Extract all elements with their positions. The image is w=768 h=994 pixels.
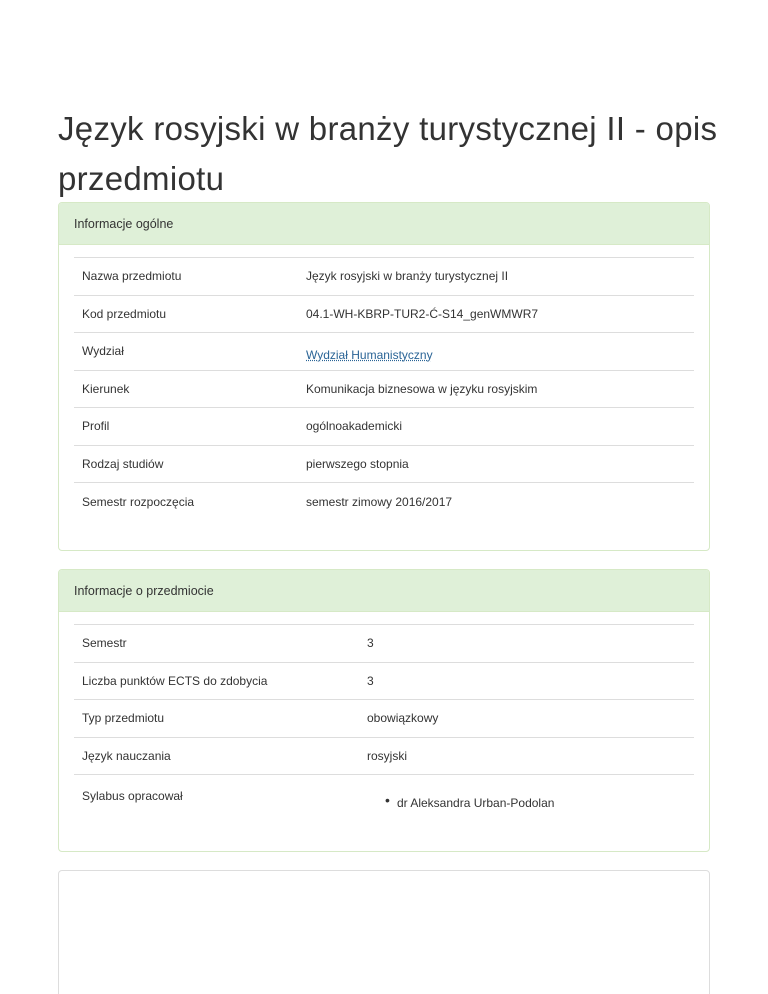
row-label: Kierunek [74, 370, 298, 408]
next-panel [58, 870, 710, 994]
row-label: Profil [74, 408, 298, 446]
subject-info-body [59, 612, 709, 835]
subject-info-heading: Informacje o przedmiocie [59, 570, 709, 612]
row-value: obowiązkowy [359, 700, 694, 738]
faculty-link[interactable]: Wydział Humanistyczny [306, 348, 433, 363]
table-row [74, 737, 694, 775]
author-name: dr Aleksandra Urban-Podolan [397, 796, 555, 810]
row-label: Język nauczania [74, 737, 359, 775]
table-row [74, 445, 694, 483]
row-value: Komunikacja biznesowa w języku rosyjskim [298, 370, 694, 408]
row-value: semestr zimowy 2016/2017 [298, 483, 694, 521]
row-value: rosyjski [359, 737, 694, 775]
row-value: pierwszego stopnia [298, 445, 694, 483]
table-row [74, 370, 694, 408]
table-row [74, 662, 694, 700]
row-label: Liczba punktów ECTS do zdobycia [74, 662, 359, 700]
row-value: 04.1-WH-KBRP-TUR2-Ć-S14_genWMWR7 [298, 295, 694, 333]
bullet-icon: • [385, 792, 390, 808]
table-row [74, 408, 694, 446]
table-row [74, 700, 694, 738]
general-info-panel [58, 202, 710, 551]
row-value: 3 [359, 662, 694, 700]
page-title: Język rosyjski w branży turystycznej II - opis przedmiotu [58, 110, 718, 197]
table-row [74, 333, 694, 371]
row-label: Rodzaj studiów [74, 445, 298, 483]
row-value: ogólnoakademicki [298, 408, 694, 446]
row-value [359, 775, 694, 835]
row-label: Kod przedmiotu [74, 295, 298, 333]
row-value: 3 [359, 625, 694, 663]
table-row [74, 295, 694, 333]
row-value: Język rosyjski w branży turystycznej II [298, 258, 694, 296]
row-label: Wydział [74, 333, 298, 371]
row-label: Semestr rozpoczęcia [74, 483, 298, 521]
row-label: Semestr [74, 625, 359, 663]
row-label: Nazwa przedmiotu [74, 258, 298, 296]
row-label: Typ przedmiotu [74, 700, 359, 738]
row-label: Sylabus opracował [74, 775, 359, 835]
subject-info-panel [58, 569, 710, 852]
table-row [74, 258, 694, 296]
general-info-table [74, 257, 694, 520]
general-info-body [59, 245, 709, 520]
list-item [383, 792, 702, 810]
author-list [383, 792, 702, 810]
general-info-heading: Informacje ogólne [59, 203, 709, 245]
table-row [74, 775, 694, 835]
row-value [298, 333, 694, 371]
table-row [74, 483, 694, 521]
subject-info-table [74, 624, 694, 835]
table-row [74, 625, 694, 663]
